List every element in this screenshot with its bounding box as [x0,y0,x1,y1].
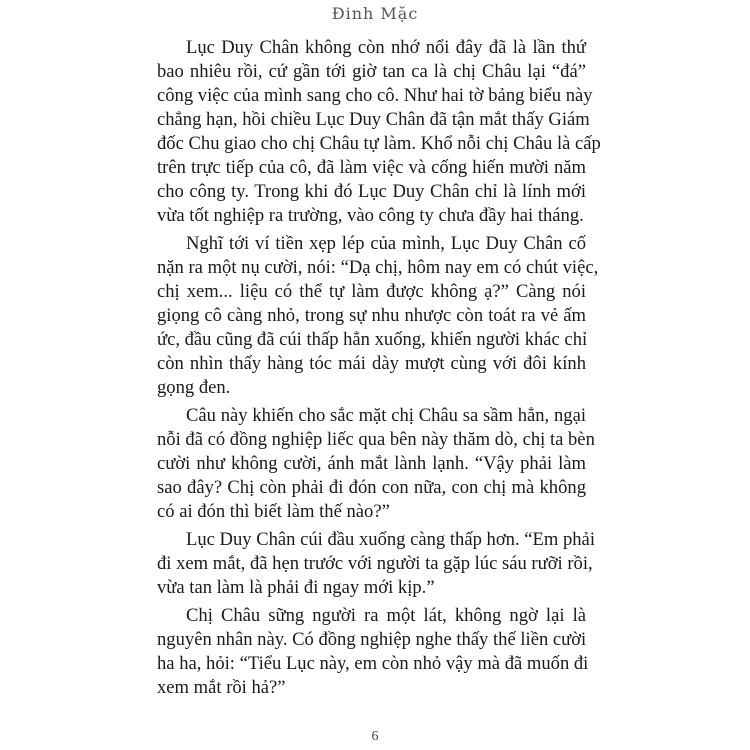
text-line: có ai đón thì biết làm thế nào?” [157,501,390,522]
text-line: đi xem mắt, đã hẹn trước với người ta gặp lúc sáu rưỡi rồi, [157,553,593,574]
text-line: gọng đen. [157,377,231,398]
text-line: vừa tốt nghiệp ra trường, vào công ty chưa đầy hai tháng. [157,205,584,226]
running-header: Đinh Mặc [331,4,419,23]
paragraph [157,604,589,700]
text-line: cho công ty. Trong khi đó Lục Duy Chân chỉ là lính mới [157,181,586,202]
text-line: xem mắt rồi hả?” [157,677,286,698]
text-line: Lục Duy Chân không còn nhớ nổi đây đã là lần thứ [186,37,586,58]
text-line: Chị Châu sững người ra một lát, không ngờ lại là [186,605,586,626]
text-line: còn nhìn thấy hàng tóc mái dày mượt cùng với đôi kính [157,353,586,374]
text-line: chị xem... liệu có thể tự làm được không ạ?” Càng nói [157,281,586,302]
text-line: công việc của mình sang cho cô. Như hai tờ bảng biểu này [157,85,593,106]
paragraph [157,528,595,600]
text-line: ức, đầu cũng đã cúi thấp hẳn xuống, khiến người khác chỉ [157,329,588,350]
text-line: nỗi đã có đồng nghiệp liếc qua bên này thăm dò, chị ta bèn [157,429,595,450]
text-line: cười như không cười, ánh mắt lành lạnh. “Vậy phải làm [157,453,586,474]
paragraph [157,36,601,228]
page-number: 6 [371,729,379,744]
text-line: đốc Chu giao cho chị Châu tự làm. Khổ nỗi chị Châu là cấp [157,133,601,154]
text-line: Lục Duy Chân cúi đầu xuống càng thấp hơn. “Em phải [186,529,595,550]
text-line: ha ha, hỏi: “Tiểu Lục này, em còn nhỏ vậy mà đã muốn đi [157,653,589,674]
text-line: Câu này khiến cho sắc mặt chị Châu sa sầm hẳn, ngại [186,405,586,426]
paragraph [157,404,595,524]
text-line: vừa tan làm là phải đi ngay mới kịp.” [157,577,435,598]
text-line: giọng cô càng nhỏ, trong sự nhu nhược còn toát ra vẻ ấm [157,305,586,326]
text-line: trên trực tiếp của cô, đã làm việc và cống hiến mười năm [157,157,586,178]
paragraph [157,232,599,400]
text-line: sao đây? Chị còn phải đi đón con nữa, con chị mà không [157,477,586,498]
text-line: chẳng hạn, hồi chiều Lục Duy Chân đã tận mắt thấy Giám [157,109,590,130]
text-line: Nghĩ tới ví tiền xẹp lép của mình, Lục Duy Chân cố [186,233,586,254]
text-line: bao nhiêu rồi, cứ gần tới giờ tan ca là chị Châu lại “đá” [157,61,586,82]
page-body [157,36,601,704]
text-line: nặn ra một nụ cười, nói: “Dạ chị, hôm nay em có chút việc, [157,257,599,278]
text-line: nguyên nhân này. Có đồng nghiệp nghe thấy thế liền cười [157,629,587,650]
